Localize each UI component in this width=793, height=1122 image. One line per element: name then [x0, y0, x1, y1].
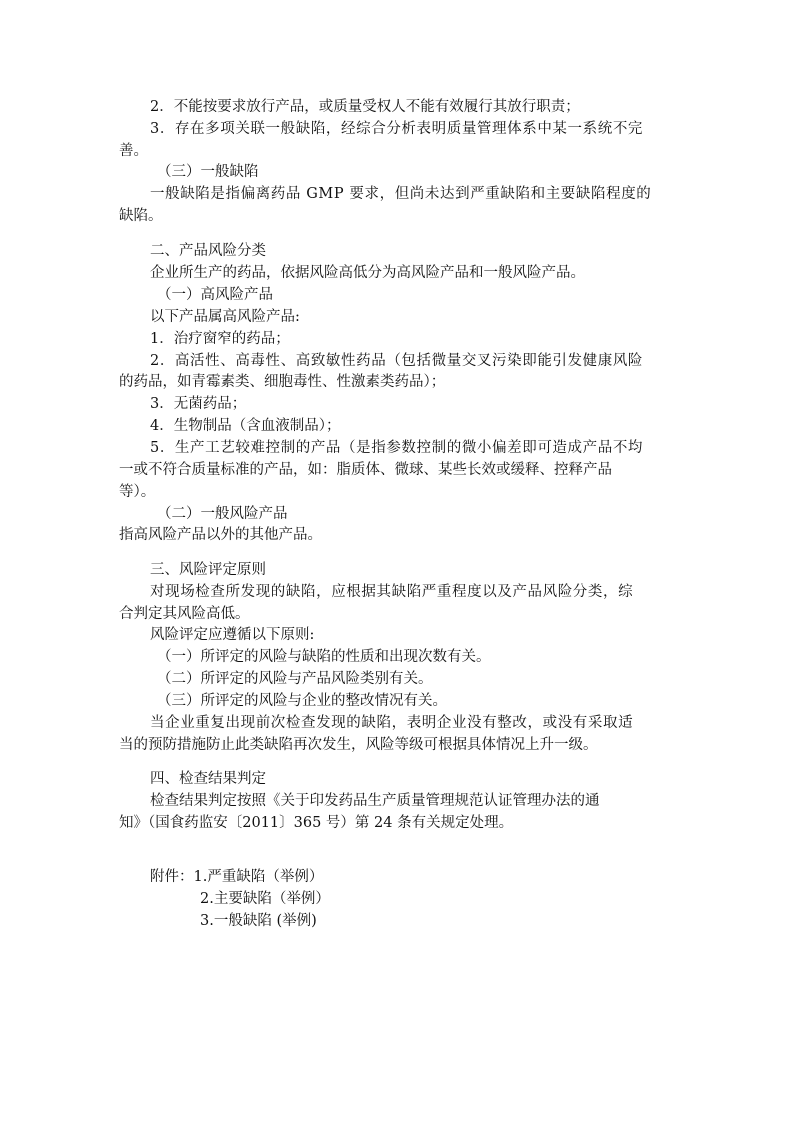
text-line: 等）。 [119, 484, 156, 500]
text-line: 以下产品属高风险产品: [150, 309, 300, 325]
section-heading: （一）高风险产品 [157, 287, 273, 303]
section-heading: 三、风险评定原则 [150, 562, 266, 578]
attachment-item: 2.主要缺陷（举例） [200, 891, 330, 907]
text-line: 对现场检查所发现的缺陷，应根据其缺陷严重程度以及产品风险分类，综 [150, 584, 634, 600]
text-line: 知》（国食药监安〔2011〕365 号）第 24 条有关规定处理。 [119, 815, 514, 831]
text-line: 当企业重复出现前次检查发现的缺陷，表明企业没有整改，或没有采取适 [150, 715, 634, 731]
text-line: 企业所生产的药品，依据风险高低分为高风险产品和一般风险产品。 [150, 265, 585, 281]
section-heading: （三）一般缺陷 [157, 164, 259, 180]
text-line: 风险评定应遵循以下原则: [150, 627, 315, 643]
text-line: （三）所评定的风险与企业的整改情况有关。 [157, 693, 447, 709]
section-heading: 四、检查结果判定 [150, 771, 266, 787]
text-line: 指高风险产品以外的其他产品。 [119, 527, 322, 543]
section-heading: （二）一般风险产品 [157, 506, 288, 522]
text-line: （一）所评定的风险与缺陷的性质和出现次数有关。 [157, 649, 491, 665]
text-line: 4．生物制品（含血液制品）； [150, 418, 341, 434]
text-line: 当的预防措施防止此类缺陷再次发生，风险等级可根据具体情况上升一级。 [119, 737, 598, 753]
text-line: 一般缺陷是指偏离药品 GMP 要求，但尚未达到严重缺陷和主要缺陷程度的 [150, 186, 652, 202]
text-line: 一或不符合质量标准的产品，如：脂质体、微球、某些长效或缓释、控释产品 [119, 462, 612, 478]
text-line: 2．不能按要求放行产品，或质量受权人不能有效履行其放行职责； [150, 99, 580, 115]
text-line: 3．无菌药品； [150, 396, 247, 412]
text-line: 合判定其风险高低。 [119, 606, 250, 622]
attachment-item: 附件：1.严重缺陷（举例） [150, 869, 324, 885]
text-line: 5．生产工艺较难控制的产品（是指参数控制的微小偏差即可造成产品不均 [150, 440, 644, 456]
attachment-item: 3.一般缺陷 (举例) [200, 913, 317, 929]
text-line: 2．高活性、高毒性、高致敏性药品（包括微量交叉污染即能引发健康风险 [150, 353, 644, 369]
text-line: 3．存在多项关联一般缺陷，经综合分析表明质量管理体系中某一系统不完 [150, 121, 644, 137]
section-heading: 二、产品风险分类 [150, 243, 266, 259]
text-line: 检查结果判定按照《关于印发药品生产质量管理规范认证管理办法的通 [150, 793, 600, 809]
text-line: 缺陷。 [119, 208, 163, 224]
text-line: 善。 [119, 143, 148, 159]
text-line: 1．治疗窗窄的药品； [150, 331, 290, 347]
text-line: 的药品，如青霉素类、细胞毒性、性激素类药品）； [119, 374, 446, 390]
text-line: （二）所评定的风险与产品风险类别有关。 [157, 671, 433, 687]
